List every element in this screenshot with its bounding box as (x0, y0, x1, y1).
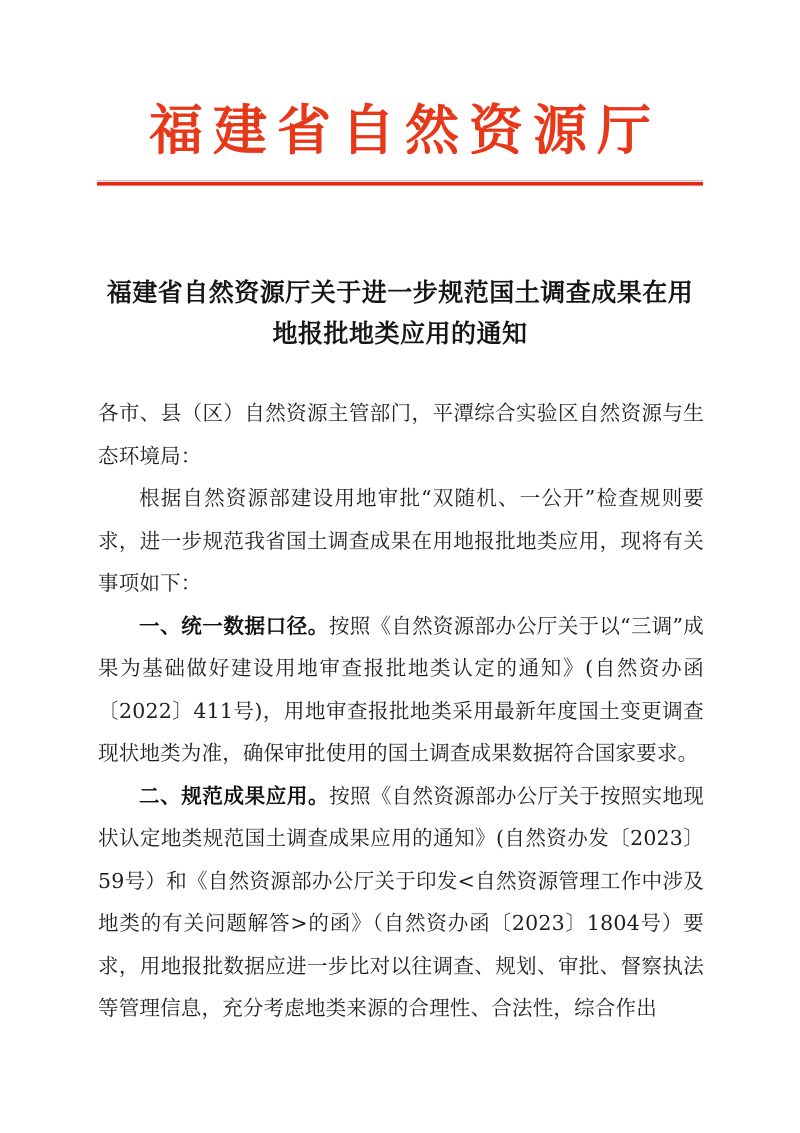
letterhead-organization: 福建省自然资源厅 (149, 98, 661, 162)
divider-line-bottom (97, 185, 703, 186)
letterhead-divider (97, 180, 703, 188)
preamble-paragraph: 根据自然资源部建设用地审批“双随机、一公开”检查规则要求，进一步规范我省国土调查成果在用地报批地类应用，现将有关事项如下： (98, 486, 704, 595)
salutation: 各市、县（区）自然资源主管部门，平潭综合实验区自然资源与生态环境局： (98, 401, 704, 468)
letterhead (0, 96, 800, 164)
divider-line-top (97, 180, 703, 181)
section-lead-1: 一、统一数据口径。 (139, 613, 329, 638)
section-lead-2: 二、规范成果应用。 (139, 783, 330, 808)
section-paragraph-2 (98, 775, 704, 1030)
document-body (98, 392, 704, 1030)
section-text-1: 按照《自然资源部办公厅关于以“三调”成果为基础做好建设用地审查报批地类认定的通知》(自然资办函〔2022〕411号)，用地审查报批地类采用最新年度国土变更调查现状地类为准，确保审批使用的国土调查成果数据符合国家要求。 (98, 613, 705, 765)
document-title: 福建省自然资源厅关于进一步规范国土调查成果在用地报批地类应用的通知 (106, 278, 694, 348)
section-text-2: 按照《自然资源部办公厅关于按照实地现状认定地类规范国土调查成果应用的通知》(自然资办发〔2023〕59号）和《自然资源部办公厅关于印发<自然资源管理工作中涉及地类的有关问题解答>的函》（自然资办函〔2023〕1804号）要求，用地报批数据应进一步比对以往调查、规划、审批、督察执法等管理信息，充分考虑地类来源的合理性、合法性，综合作出 (98, 783, 705, 1020)
section-paragraph-1 (98, 605, 704, 775)
